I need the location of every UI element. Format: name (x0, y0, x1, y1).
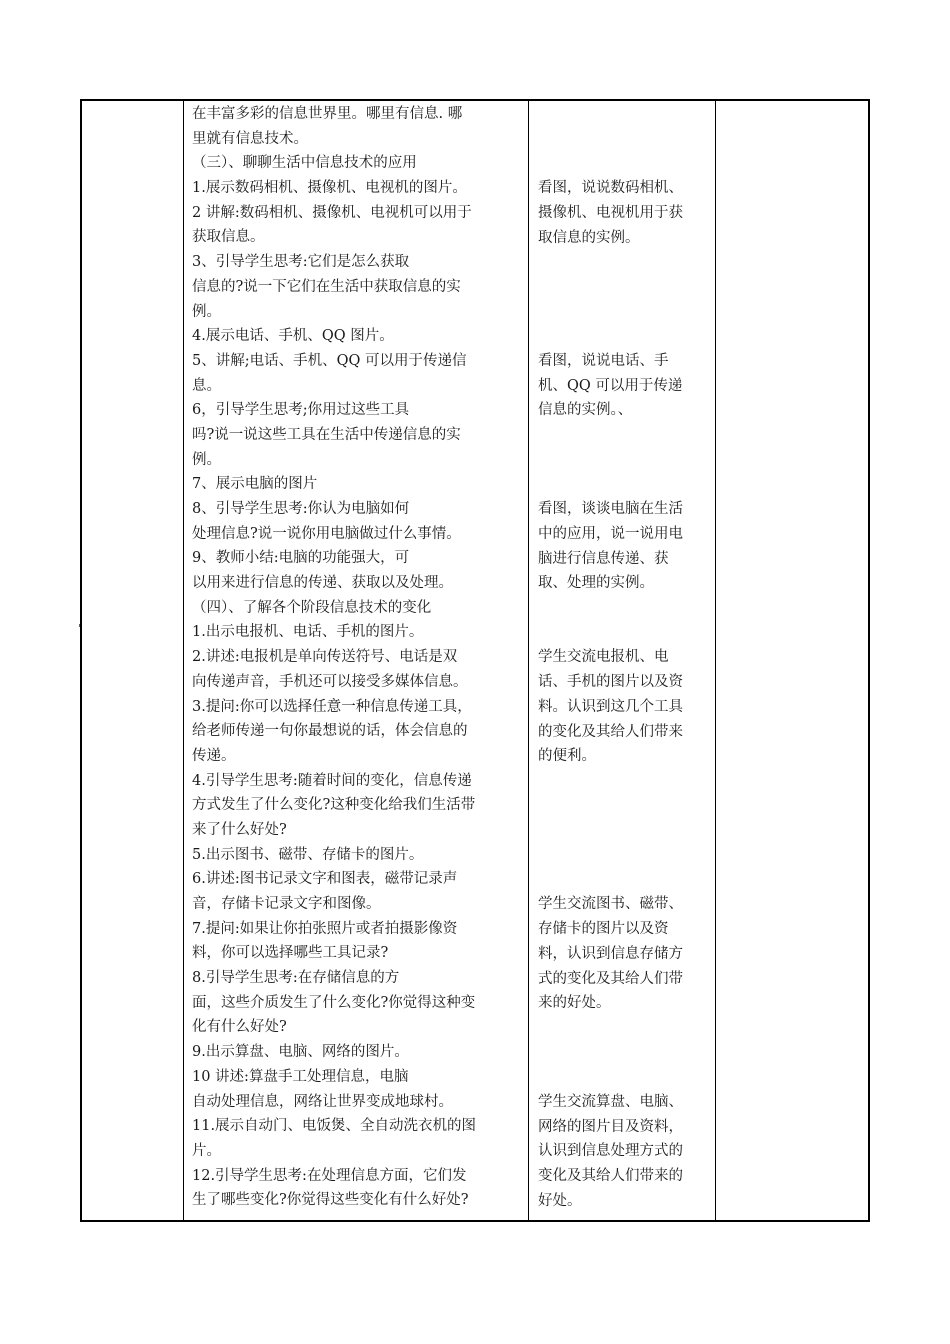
student-line: 取信息的实例。 (538, 229, 640, 246)
student-line: 学生交流算盘、电脑、 (538, 1094, 683, 1110)
student-line: 看图，谈谈电脑在生活 (538, 501, 683, 518)
teacher-line: 6.讲述:图书记录文字和图表，磁带记录声 (192, 871, 458, 888)
column-divider-2 (528, 101, 529, 1220)
teacher-line: 吗?说一说这些工具在生活中传递信息的实 (192, 426, 461, 443)
student-line: 料，认识到信息存储方 (538, 945, 683, 962)
student-line: 取、处理的实例。 (538, 575, 654, 592)
teacher-line: 以用来进行信息的传递、获取以及处理。 (192, 575, 453, 592)
teacher-line: 2.讲述:电报机是单向传送符号、电话是双 (192, 649, 458, 666)
student-line: 看图，说说数码相机、 (538, 180, 683, 197)
student-line: 学生交流图书、磁带、 (538, 896, 683, 913)
teacher-line: 给老师传递一句你最想说的话，体会信息的 (192, 723, 468, 740)
teacher-line: 5、讲解;电话、手机、QQ 可以用于传递信 (192, 352, 467, 369)
student-line: 脑进行信息传递、获 (538, 550, 669, 567)
lesson-plan-table (80, 99, 870, 1222)
teacher-line: 6，引导学生思考;你用过这些工具 (192, 402, 410, 419)
teacher-line: 9.出示算盘、电脑、网络的图片。 (192, 1044, 409, 1061)
teacher-line: 里就有信息技术。 (192, 130, 308, 147)
teacher-line: 自动处理信息，网络让世界变成地球村。 (192, 1093, 453, 1110)
teacher-line: 8.引导学生思考:在存储信息的方 (192, 970, 400, 987)
student-line: 网络的图片目及资料， (538, 1118, 683, 1135)
student-line: 中的应用，说一说用电 (538, 525, 683, 542)
teacher-line: 7.提问:如果让你拍张照片或者拍摄影像资 (192, 920, 458, 937)
student-line: 认识到信息处理方式的 (538, 1143, 683, 1160)
student-line: 好处。 (538, 1192, 582, 1209)
teacher-line: 10 讲述:算盘手工处理信息，电脑 (192, 1068, 409, 1085)
teacher-line: 化有什么好处? (192, 1019, 287, 1036)
teacher-line: 向传递声音，手机还可以接受多媒体信息。 (192, 673, 468, 690)
teacher-line: 1.展示数码相机、摄像机、电视机的图片。 (192, 180, 467, 197)
student-line: 料。认识到这几个工具 (538, 698, 683, 715)
student-line: 看图，说说电话、手 (538, 353, 669, 369)
teacher-line: 在丰富多彩的信息世界里。哪里有信息. 哪 (192, 106, 463, 122)
column-divider-3 (715, 101, 716, 1220)
student-line: 变化及其给人们带来的 (538, 1168, 683, 1185)
teacher-activity-column (192, 102, 524, 1213)
student-line: 来的好处。 (538, 995, 611, 1012)
teacher-line: （三）、聊聊生活中信息技术的应用 (192, 155, 417, 172)
teacher-line: 生了哪些变化?你觉得这些变化有什么好处? (192, 1192, 469, 1209)
teacher-line: 1.出示电报机、电话、手机的图片。 (192, 624, 424, 641)
teacher-line: 方式发生了什么变化?这种变化给我们生活带 (192, 797, 476, 814)
teacher-line: 7、展示电脑的图片 (192, 476, 318, 493)
teacher-line: 4.展示电话、手机、QQ 图片。 (192, 328, 394, 345)
teacher-line: 处理信息?说一说你用电脑做过什么事情。 (192, 525, 461, 542)
student-line: 信息的实例。、 (538, 402, 633, 419)
student-line: 存储卡的图片以及资 (538, 921, 669, 938)
teacher-line: 片。 (192, 1142, 221, 1159)
student-line: 的便利。 (538, 748, 596, 765)
teacher-line: 3.提问:你可以选择任意一种信息传递工具， (192, 698, 472, 715)
teacher-line: （四）、了解各个阶段信息技术的变化 (192, 599, 432, 616)
teacher-line: 5.出示图书、磁带、存储卡的图片。 (192, 846, 424, 863)
student-line: 学生交流电报机、电 (538, 649, 669, 666)
teacher-line: 8、引导学生思考:你认为电脑如何 (192, 501, 410, 517)
teacher-line: 息。 (192, 377, 221, 394)
teacher-line: 信息的?说一下它们在生活中获取信息的实 (192, 278, 461, 295)
teacher-line: 4.引导学生思考:随着时间的变化，信息传递 (192, 772, 472, 789)
teacher-line: 料，你可以选择哪些工具记录? (192, 945, 389, 962)
student-line: 摄像机、电视机用于获 (538, 204, 683, 221)
teacher-line: 12.引导学生思考:在处理信息方面，它们发 (192, 1167, 467, 1184)
column-divider-1 (183, 101, 184, 1220)
teacher-line: 2 讲解:数码相机、摄像机、电视机可以用于 (192, 204, 472, 221)
teacher-line: 传递。 (192, 747, 236, 764)
teacher-line: 音，存储卡记录文字和图像。 (192, 896, 381, 912)
teacher-line: 3、引导学生思考:它们是怎么获取 (192, 254, 410, 271)
student-line: 式的变化及其给人们带 (538, 970, 683, 987)
teacher-line: 例。 (192, 303, 221, 320)
teacher-line: 例。 (192, 451, 221, 468)
student-line: 机、QQ 可以用于传递 (538, 377, 683, 394)
teacher-line: 获取信息。 (192, 229, 265, 246)
teacher-line: 来了什么好处? (192, 821, 287, 838)
teacher-line: 11.展示自动门、电饭煲、全自动洗衣机的图 (192, 1118, 477, 1135)
teacher-line: 9、教师小结:电脑的功能强大，可 (192, 550, 410, 567)
student-line: 的变化及其给人们带来 (538, 723, 683, 740)
student-line: 话、手机的图片以及资 (538, 674, 683, 691)
teacher-line: 面，这些介质发生了什么变化?你觉得这种变 (192, 994, 476, 1011)
